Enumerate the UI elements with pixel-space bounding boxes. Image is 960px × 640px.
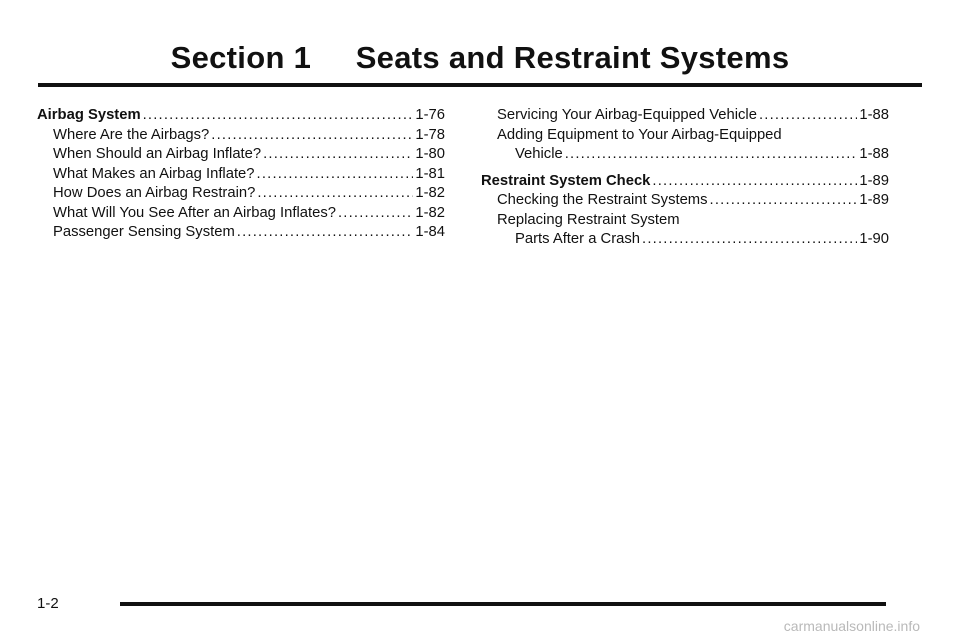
footer-rule: [120, 602, 886, 606]
dot-leader: [652, 172, 857, 192]
watermark: carmanualsonline.info: [783, 618, 920, 634]
toc-entry-label: What Makes an Airbag Inflate?: [53, 165, 255, 182]
dot-leader: [257, 184, 413, 204]
toc-right-column: [481, 106, 889, 250]
toc-page-ref: 1-82: [415, 204, 445, 221]
toc-page-ref: 1-89: [859, 172, 889, 189]
toc-page-ref: 1-76: [415, 107, 445, 123]
toc-left-column: [37, 106, 445, 243]
toc-entry-label: Servicing Your Airbag-Equipped Vehicle: [497, 107, 757, 123]
toc-entry-label: Passenger Sensing System: [53, 224, 235, 240]
dot-leader: [338, 204, 413, 224]
toc-entry-servicing[interactable]: [481, 106, 889, 126]
dot-leader: [211, 126, 413, 146]
toc-entry-adding-equipment[interactable]: [481, 126, 889, 165]
title-rule: [38, 83, 922, 87]
toc-entry-what-makes-inflate[interactable]: [37, 165, 445, 185]
toc-page-ref: 1-90: [859, 231, 889, 247]
toc-entry-replacing-parts[interactable]: [481, 211, 889, 250]
toc-entry-passenger-sensing[interactable]: [37, 223, 445, 243]
toc-entry-label: Checking the Restraint Systems: [497, 192, 708, 208]
dot-leader: [759, 106, 857, 126]
toc-page-ref: 1-80: [415, 146, 445, 162]
toc-entry-label: Airbag System: [37, 107, 141, 123]
toc-entry-label: Parts After a Crash: [515, 231, 641, 247]
toc-entry-label: How Does an Airbag Restrain?: [53, 185, 256, 201]
toc-entry-label: What Will You See After an Airbag Inflates?: [53, 204, 336, 221]
toc-entry-label: Vehicle: [515, 146, 563, 162]
page-title: Section 1 Seats and Restraint Systems: [170, 40, 790, 75]
toc-entry-label: Where Are the Airbags?: [53, 126, 210, 143]
toc-page-ref: 1-78: [415, 126, 445, 143]
dot-leader: [257, 165, 414, 185]
toc-entry-how-restrain[interactable]: [37, 184, 445, 204]
dot-leader: [710, 191, 858, 211]
toc-page-ref: 1-81: [415, 165, 445, 182]
toc-page-ref: 1-84: [415, 224, 445, 240]
dot-leader: [237, 223, 414, 243]
toc-page-ref: 1-88: [859, 146, 889, 162]
toc-entry-restraint-system-check[interactable]: [481, 172, 889, 192]
toc-entry-label-line1: Adding Equipment to Your Airbag-Equipped: [497, 126, 782, 143]
toc-entry-label: Restraint System Check: [481, 172, 651, 189]
page-number: 1-2: [37, 595, 59, 612]
toc-entry-where-are-airbags[interactable]: [37, 126, 445, 146]
toc-entry-label-line1: Replacing Restraint System: [497, 211, 680, 228]
toc-entry-checking-restraint[interactable]: [481, 191, 889, 211]
toc-entry-label: When Should an Airbag Inflate?: [53, 146, 262, 162]
toc-entry-when-inflate[interactable]: [37, 145, 445, 165]
dot-leader: [263, 145, 413, 165]
toc-page-ref: 1-88: [859, 107, 889, 123]
toc-page-ref: 1-89: [859, 192, 889, 208]
dot-leader: [642, 230, 857, 250]
dot-leader: [565, 145, 858, 165]
toc-entry-airbag-system[interactable]: [37, 106, 445, 126]
toc-page-ref: 1-82: [415, 185, 445, 201]
toc-entry-what-will-you-see[interactable]: [37, 204, 445, 224]
dot-leader: [143, 106, 414, 126]
